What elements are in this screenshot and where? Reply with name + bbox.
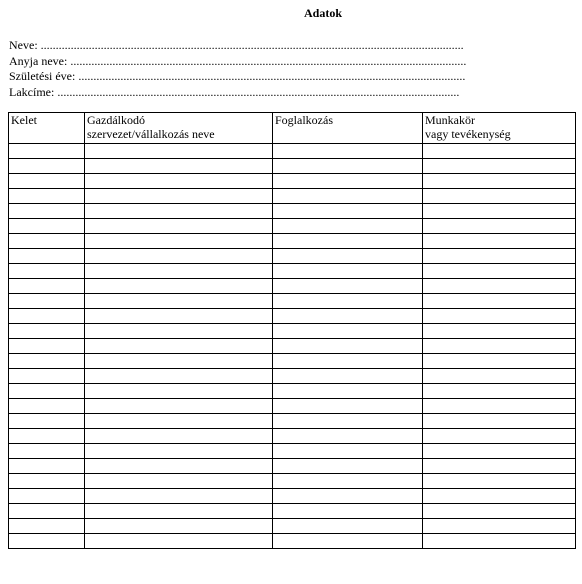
table-cell[interactable] [9, 309, 85, 324]
mother-name-dotted-line: .................................................................................................................................... [70, 53, 467, 68]
birth-year-dotted-line: ................................................................................................................................. [78, 69, 466, 83]
table-cell[interactable] [9, 144, 85, 159]
table-row [9, 309, 576, 324]
table-cell[interactable] [85, 294, 273, 309]
table-cell[interactable] [273, 444, 423, 459]
birth-year-label: Születési éve: [9, 69, 76, 83]
table-row [9, 324, 576, 339]
table-cell[interactable] [9, 369, 85, 384]
table-cell[interactable] [9, 324, 85, 339]
table-cell[interactable] [423, 144, 576, 159]
table-row [9, 249, 576, 264]
table-cell[interactable] [85, 459, 273, 474]
table-row [9, 159, 576, 174]
table-cell[interactable] [9, 219, 85, 234]
table-cell[interactable] [273, 474, 423, 489]
table-cell[interactable] [273, 369, 423, 384]
table-row [9, 534, 576, 549]
table-cell[interactable] [423, 324, 576, 339]
header-organization: Gazdálkodó szervezet/vállalkozás neve [85, 113, 273, 144]
table-row [9, 474, 576, 489]
table-cell[interactable] [85, 369, 273, 384]
table-cell[interactable] [9, 504, 85, 519]
table-cell[interactable] [85, 279, 273, 294]
table-cell[interactable] [423, 249, 576, 264]
table-row [9, 279, 576, 294]
table-cell[interactable] [423, 429, 576, 444]
table-cell[interactable] [85, 519, 273, 534]
table-cell[interactable] [85, 474, 273, 489]
table-row [9, 384, 576, 399]
table-cell[interactable] [85, 264, 273, 279]
table-cell[interactable] [423, 219, 576, 234]
table-cell[interactable] [273, 504, 423, 519]
table-cell[interactable] [273, 294, 423, 309]
table-cell[interactable] [423, 399, 576, 414]
table-row [9, 189, 576, 204]
table-cell[interactable] [273, 534, 423, 549]
table-cell[interactable] [423, 504, 576, 519]
table-row [9, 504, 576, 519]
table-cell[interactable] [85, 219, 273, 234]
table-row [9, 369, 576, 384]
table-cell[interactable] [423, 519, 576, 534]
header-date: Kelet [9, 113, 85, 144]
table-cell[interactable] [85, 504, 273, 519]
table-cell[interactable] [423, 309, 576, 324]
table-cell[interactable] [273, 309, 423, 324]
table-cell[interactable] [273, 459, 423, 474]
table-cell[interactable] [85, 324, 273, 339]
table-cell[interactable] [85, 309, 273, 324]
table-cell[interactable] [85, 189, 273, 204]
table-row [9, 444, 576, 459]
table-cell[interactable] [423, 174, 576, 189]
table-cell[interactable] [273, 414, 423, 429]
table-cell[interactable] [85, 489, 273, 504]
table-cell[interactable] [273, 489, 423, 504]
table-row [9, 354, 576, 369]
table-row [9, 339, 576, 354]
table-row [9, 204, 576, 219]
table-row [9, 264, 576, 279]
name-label: Neve: [9, 38, 38, 52]
table-cell[interactable] [85, 444, 273, 459]
table-cell[interactable] [85, 204, 273, 219]
table-row [9, 234, 576, 249]
table-cell[interactable] [9, 234, 85, 249]
name-dotted-line: ............................................................................................................................................. [40, 38, 464, 52]
birth-year-field [9, 69, 466, 85]
mother-name-label: Anyja neve: [9, 53, 68, 68]
table-cell[interactable] [85, 174, 273, 189]
table-cell[interactable] [273, 234, 423, 249]
table-cell[interactable] [273, 204, 423, 219]
table-cell[interactable] [9, 264, 85, 279]
table-cell[interactable] [9, 459, 85, 474]
table-cell[interactable] [423, 459, 576, 474]
table-cell[interactable] [85, 234, 273, 249]
table-row [9, 399, 576, 414]
table-cell[interactable] [9, 339, 85, 354]
table-cell[interactable] [423, 474, 576, 489]
table-cell[interactable] [423, 189, 576, 204]
table-cell[interactable] [273, 219, 423, 234]
address-dotted-line: ...................................................................................................................................... [57, 84, 460, 99]
table-cell[interactable] [273, 324, 423, 339]
table-cell[interactable] [9, 249, 85, 264]
table-cell[interactable] [273, 174, 423, 189]
table-cell[interactable] [423, 279, 576, 294]
table-cell[interactable] [273, 384, 423, 399]
table-cell[interactable] [85, 159, 273, 174]
name-field [9, 38, 466, 54]
table-cell[interactable] [9, 519, 85, 534]
table-row [9, 489, 576, 504]
table-cell[interactable] [273, 189, 423, 204]
employment-table [8, 112, 576, 549]
table-cell[interactable] [273, 354, 423, 369]
table-cell[interactable] [423, 489, 576, 504]
table-cell[interactable] [423, 294, 576, 309]
table-cell[interactable] [423, 444, 576, 459]
table-cell[interactable] [273, 399, 423, 414]
table-cell[interactable] [9, 534, 85, 549]
table-cell[interactable] [9, 429, 85, 444]
table-cell[interactable] [9, 384, 85, 399]
table-row [9, 519, 576, 534]
table-cell[interactable] [423, 414, 576, 429]
table-cell[interactable] [85, 414, 273, 429]
table-cell[interactable] [85, 399, 273, 414]
table-cell[interactable] [423, 159, 576, 174]
table-row [9, 219, 576, 234]
table-cell[interactable] [423, 234, 576, 249]
table-body [9, 144, 576, 549]
table-row [9, 414, 576, 429]
table-header-row [9, 113, 576, 144]
table-cell[interactable] [9, 399, 85, 414]
table-cell[interactable] [9, 489, 85, 504]
table-cell[interactable] [9, 279, 85, 294]
table-cell[interactable] [85, 249, 273, 264]
table-cell[interactable] [9, 204, 85, 219]
table-cell[interactable] [85, 339, 273, 354]
table-cell[interactable] [273, 519, 423, 534]
table-cell[interactable] [423, 354, 576, 369]
table-cell[interactable] [423, 204, 576, 219]
table-cell[interactable] [85, 144, 273, 159]
header-position: Munkakör vagy tevékenység [423, 113, 576, 144]
table-cell[interactable] [273, 159, 423, 174]
table-cell[interactable] [273, 279, 423, 294]
address-label: Lakcíme: [9, 84, 55, 99]
table-cell[interactable] [423, 369, 576, 384]
table-cell[interactable] [9, 474, 85, 489]
document-title: Adatok [303, 6, 342, 20]
table-cell[interactable] [9, 189, 85, 204]
table-cell[interactable] [85, 534, 273, 549]
table-cell[interactable] [9, 414, 85, 429]
table-cell[interactable] [273, 264, 423, 279]
table-cell[interactable] [273, 249, 423, 264]
table-cell[interactable] [273, 144, 423, 159]
table-row [9, 174, 576, 189]
mother-name-field [9, 54, 466, 70]
table-cell[interactable] [423, 384, 576, 399]
personal-data-fields [9, 38, 466, 100]
table-row [9, 294, 576, 309]
table-cell[interactable] [85, 429, 273, 444]
table-cell[interactable] [9, 159, 85, 174]
table-cell[interactable] [423, 534, 576, 549]
table-cell[interactable] [9, 294, 85, 309]
table-cell[interactable] [9, 174, 85, 189]
table-cell[interactable] [85, 384, 273, 399]
table-cell[interactable] [85, 354, 273, 369]
address-field [9, 85, 466, 101]
table-cell[interactable] [9, 444, 85, 459]
table-cell[interactable] [423, 339, 576, 354]
table-cell[interactable] [423, 264, 576, 279]
table-row [9, 459, 576, 474]
table-cell[interactable] [273, 339, 423, 354]
table-cell[interactable] [273, 429, 423, 444]
header-occupation: Foglalkozás [273, 113, 423, 144]
table-row [9, 144, 576, 159]
table-cell[interactable] [9, 354, 85, 369]
table-row [9, 429, 576, 444]
